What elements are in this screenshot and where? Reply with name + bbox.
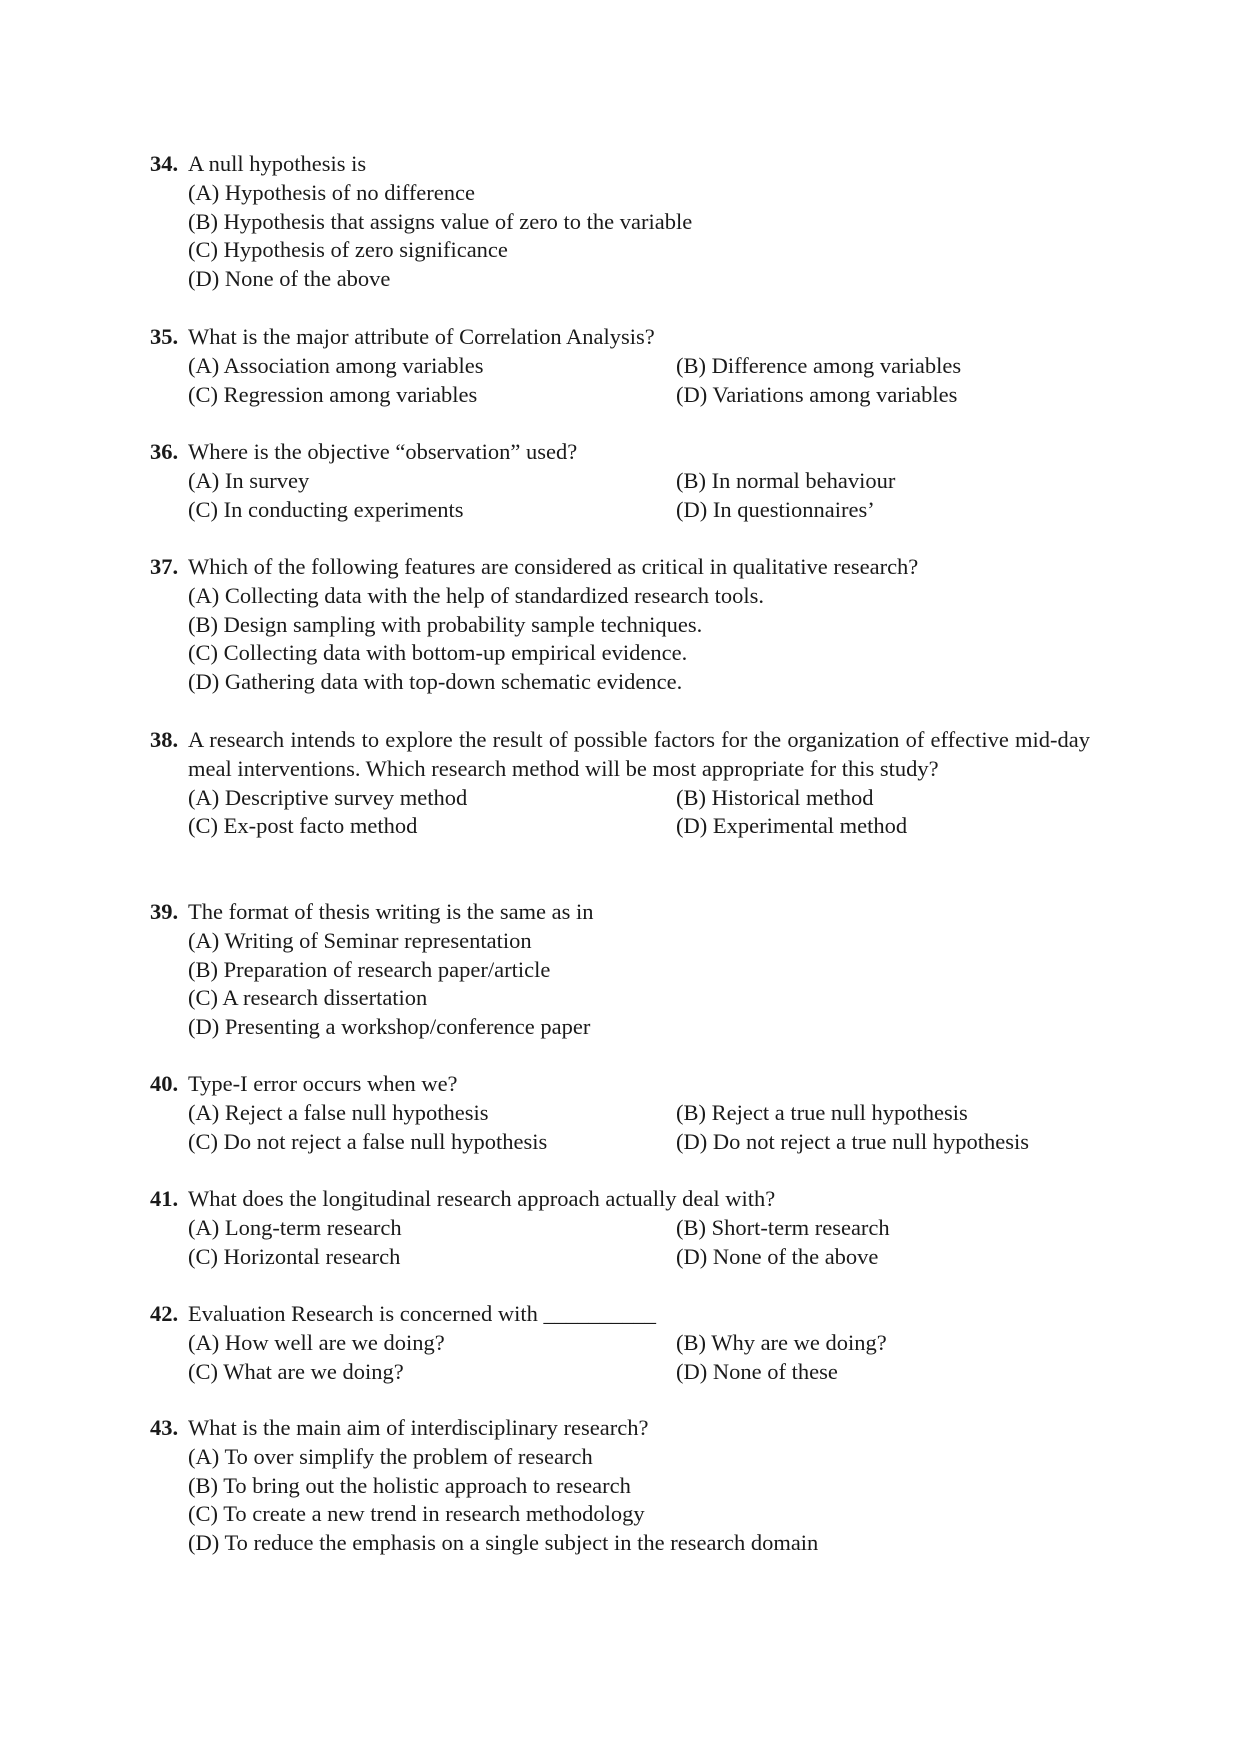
option-c: (C) To create a new trend in research methodology xyxy=(188,1501,645,1527)
question-number: 35. xyxy=(150,324,179,349)
option-c: (C) Hypothesis of zero significance xyxy=(188,237,508,263)
option-a: (A) Hypothesis of no difference xyxy=(188,179,475,205)
question-43 xyxy=(150,1414,1090,1558)
option-c: (C) A research dissertation xyxy=(188,985,428,1011)
options-list xyxy=(150,582,1090,697)
options-list xyxy=(150,1443,1090,1558)
question-42 xyxy=(150,1300,1090,1386)
options-list xyxy=(150,784,1090,842)
question-text: What is the major attribute of Correlation Analysis? xyxy=(188,324,655,349)
question-number: 39. xyxy=(150,899,179,924)
option-a: (A) Collecting data with the help of standardized research tools. xyxy=(188,582,765,608)
question-38 xyxy=(150,726,1090,841)
option-d: (D) None of these xyxy=(676,1358,838,1384)
question-number: 34. xyxy=(150,151,179,176)
options-list xyxy=(150,1329,1090,1387)
question-text: What does the longitudinal research approach actually deal with? xyxy=(188,1186,776,1211)
option-a: (A) Reject a false null hypothesis xyxy=(188,1099,489,1125)
option-b: (B) Why are we doing? xyxy=(676,1329,887,1355)
question-text: A research intends to explore the result of possible factors for the organization of effective mid-day meal interventions. Which research method will be most appropriate for this study? xyxy=(188,727,1090,781)
options-list xyxy=(150,1214,1090,1272)
option-a: (A) To over simplify the problem of research xyxy=(188,1443,593,1469)
option-d: (D) Presenting a workshop/conference paper xyxy=(188,1014,591,1040)
option-b: (B) Hypothesis that assigns value of zero to the variable xyxy=(188,208,693,234)
option-c: (C) Ex-post facto method xyxy=(188,813,418,839)
option-c: (C) In conducting experiments xyxy=(188,496,464,522)
question-text: Where is the objective “observation” used? xyxy=(188,439,578,464)
question-number: 41. xyxy=(150,1186,179,1211)
options-list xyxy=(150,927,1090,1042)
question-text: Which of the following features are considered as critical in qualitative research? xyxy=(188,554,919,579)
option-d: (D) None of the above xyxy=(188,266,391,292)
option-a: (A) How well are we doing? xyxy=(188,1329,445,1355)
question-40 xyxy=(150,1070,1090,1156)
options-list xyxy=(150,179,1090,294)
option-c: (C) Horizontal research xyxy=(188,1243,401,1269)
option-b: (B) Design sampling with probability sample techniques. xyxy=(188,611,703,637)
option-a: (A) In survey xyxy=(188,467,310,493)
option-d: (D) Variations among variables xyxy=(676,381,958,407)
option-c: (C) Collecting data with bottom-up empirical evidence. xyxy=(188,640,688,666)
question-36 xyxy=(150,438,1090,524)
option-d: (D) Do not reject a true null hypothesis xyxy=(676,1128,1030,1154)
option-a: (A) Writing of Seminar representation xyxy=(188,927,532,953)
option-a: (A) Association among variables xyxy=(188,352,484,378)
options-list xyxy=(150,467,1090,525)
option-d: (D) None of the above xyxy=(676,1243,879,1269)
option-b: (B) Historical method xyxy=(676,784,874,810)
question-39 xyxy=(150,898,1090,1042)
option-b: (B) To bring out the holistic approach to research xyxy=(188,1472,631,1498)
question-number: 43. xyxy=(150,1415,179,1440)
option-b: (B) Difference among variables xyxy=(676,352,962,378)
option-b: (B) In normal behaviour xyxy=(676,467,896,493)
options-list xyxy=(150,1099,1090,1157)
option-d: (D) In questionnaires’ xyxy=(676,496,875,522)
question-number: 38. xyxy=(150,727,179,752)
question-number: 36. xyxy=(150,439,179,464)
option-b: (B) Reject a true null hypothesis xyxy=(676,1099,968,1125)
option-c: (C) Do not reject a false null hypothesis xyxy=(188,1128,548,1154)
options-list xyxy=(150,352,1090,410)
option-a: (A) Long-term research xyxy=(188,1214,402,1240)
option-a: (A) Descriptive survey method xyxy=(188,784,468,810)
question-text: Type-I error occurs when we? xyxy=(188,1071,458,1096)
question-text: What is the main aim of interdisciplinary research? xyxy=(188,1415,649,1440)
question-number: 40. xyxy=(150,1071,179,1096)
option-b: (B) Short-term research xyxy=(676,1214,890,1240)
option-c: (C) Regression among variables xyxy=(188,381,478,407)
question-34 xyxy=(150,150,1090,294)
option-b: (B) Preparation of research paper/article xyxy=(188,956,551,982)
question-number: 37. xyxy=(150,554,179,579)
question-text: A null hypothesis is xyxy=(188,151,367,176)
question-text: Evaluation Research is concerned with __________ xyxy=(188,1301,656,1326)
option-d: (D) Gathering data with top-down schematic evidence. xyxy=(188,669,683,695)
question-number: 42. xyxy=(150,1301,179,1326)
question-35 xyxy=(150,323,1090,409)
question-37 xyxy=(150,553,1090,697)
option-d: (D) To reduce the emphasis on a single subject in the research domain xyxy=(188,1530,819,1556)
question-text: The format of thesis writing is the same as in xyxy=(188,899,594,924)
option-d: (D) Experimental method xyxy=(676,813,908,839)
question-41 xyxy=(150,1185,1090,1271)
option-c: (C) What are we doing? xyxy=(188,1358,404,1384)
